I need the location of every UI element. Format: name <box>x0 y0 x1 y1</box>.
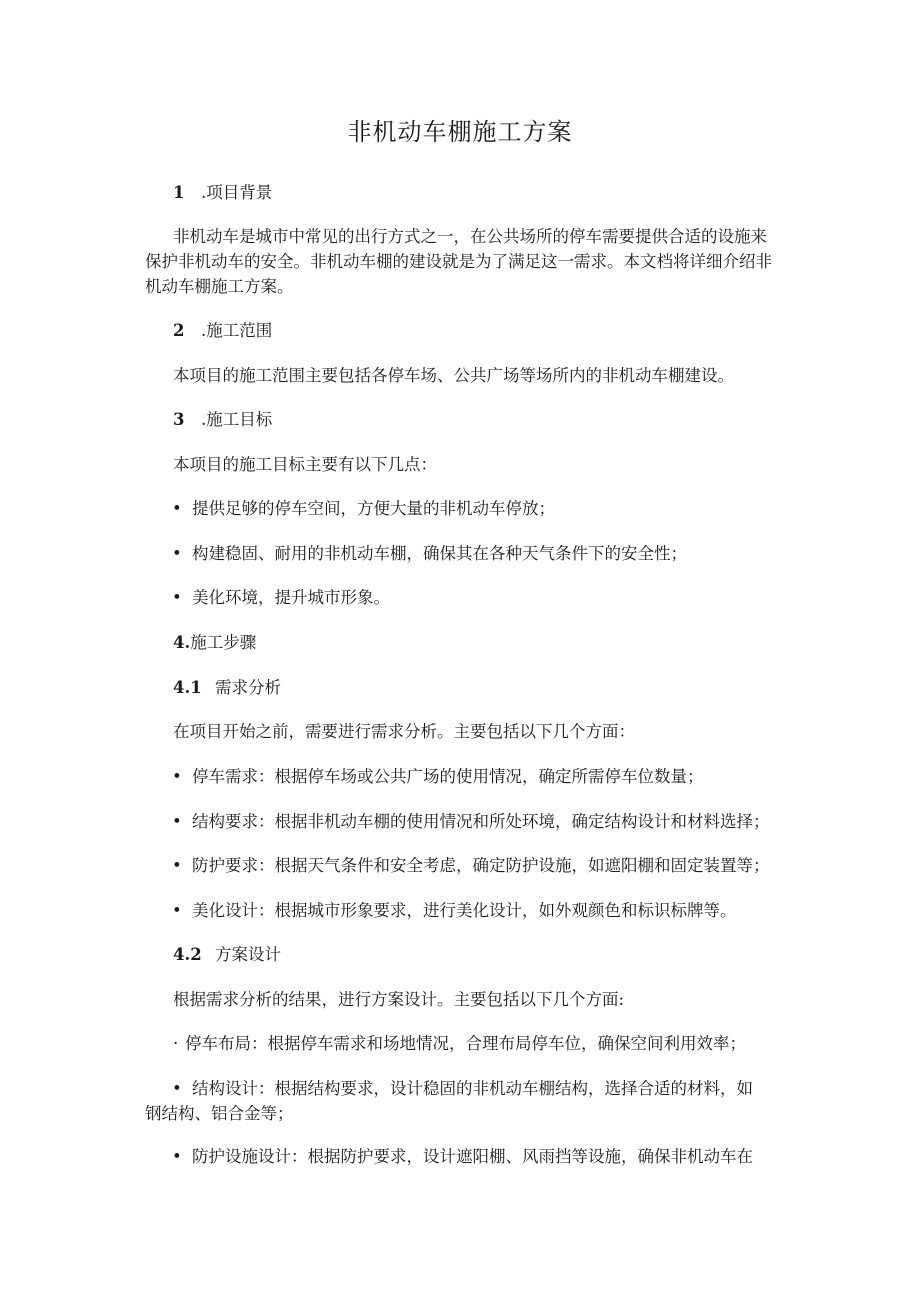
list-item: • 结构设计：根据结构要求，设计稳固的非机动车棚结构，选择合适的材料，如 <box>172 1079 753 1098</box>
section-4-1-number: 4.1 <box>173 678 202 697</box>
section-4-1-heading <box>173 677 281 699</box>
section-2-title: .施工范围 <box>201 321 273 340</box>
bullet-icon: • <box>172 1147 182 1166</box>
list-item: • 美化环境，提升城市形象。 <box>172 588 390 607</box>
section-4-heading <box>173 632 256 654</box>
document-title: 非机动车棚施工方案 <box>347 118 573 146</box>
section-4-1-intro: 在项目开始之前，需要进行需求分析。主要包括以下几个方面： <box>173 722 635 741</box>
list-item: • 美化设计：根据城市形象要求，进行美化设计，如外观颜色和标识标牌等。 <box>172 901 737 920</box>
section-3-number: 3 <box>173 410 185 429</box>
bullet-icon: • <box>172 499 182 518</box>
section-2-para: 本项目的施工范围主要包括各停车场、公共广场等场所内的非机动车棚建设。 <box>173 366 734 385</box>
bullet-icon: • <box>172 901 182 920</box>
section-4-number: 4. <box>173 633 191 652</box>
list-item: · 停车布局：根据停车需求和场地情况，合理布局停车位，确保空间利用效率； <box>173 1034 746 1053</box>
list-item: • 结构要求：根据非机动车棚的使用情况和所处环境，确定结构设计和材料选择； <box>172 812 770 831</box>
section-1-para-line1: 非机动车是城市中常见的出行方式之一，在公共场所的停车需要提供合适的设施来 <box>173 227 767 246</box>
section-4-title: 施工步骤 <box>190 633 257 652</box>
section-4-2-title: 方案设计 <box>215 945 281 964</box>
bullet-icon: · <box>173 1034 179 1053</box>
section-2-heading <box>173 320 272 342</box>
section-3-intro: 本项目的施工目标主要有以下几点： <box>173 455 437 474</box>
section-1-para-line2: 保护非机动车的安全。非机动车棚的建设就是为了满足这一需求。本文档将详细介绍非 <box>145 252 772 271</box>
section-1-para-line3: 机动车棚施工方案。 <box>145 277 294 296</box>
bullet-icon: • <box>172 767 182 786</box>
section-4-1-title: 需求分析 <box>215 678 281 697</box>
list-item: • 停车需求：根据停车场或公共广场的使用情况，确定所需停车位数量； <box>172 767 704 786</box>
bullet-icon: • <box>172 1079 182 1098</box>
section-1-title: .项目背景 <box>201 183 273 202</box>
section-3-heading <box>173 409 272 431</box>
list-item: • 提供足够的停车空间，方便大量的非机动车停放； <box>172 499 555 518</box>
section-4-2-heading <box>173 944 281 966</box>
section-3-title: .施工目标 <box>201 410 273 429</box>
section-2-number: 2 <box>173 321 185 340</box>
section-1-number: 1 <box>173 183 185 202</box>
list-item: • 构建稳固、耐用的非机动车棚，确保其在各种天气条件下的安全性； <box>172 544 687 563</box>
bullet-icon: • <box>172 812 182 831</box>
section-4-2-number: 4.2 <box>173 945 202 964</box>
bullet-icon: • <box>172 856 182 875</box>
list-item: • 防护设施设计：根据防护要求，设计遮阳棚、风雨挡等设施，确保非机动车在 <box>172 1147 753 1166</box>
list-item-continuation: 钢结构、铝合金等； <box>145 1104 294 1123</box>
bullet-icon: • <box>172 588 182 607</box>
list-item: • 防护要求：根据天气条件和安全考虑，确定防护设施，如遮阳棚和固定装置等； <box>172 856 770 875</box>
section-1-heading <box>173 182 272 204</box>
bullet-icon: • <box>172 544 182 563</box>
section-4-2-intro: 根据需求分析的结果，进行方案设计。主要包括以下几个方面: <box>173 990 625 1009</box>
